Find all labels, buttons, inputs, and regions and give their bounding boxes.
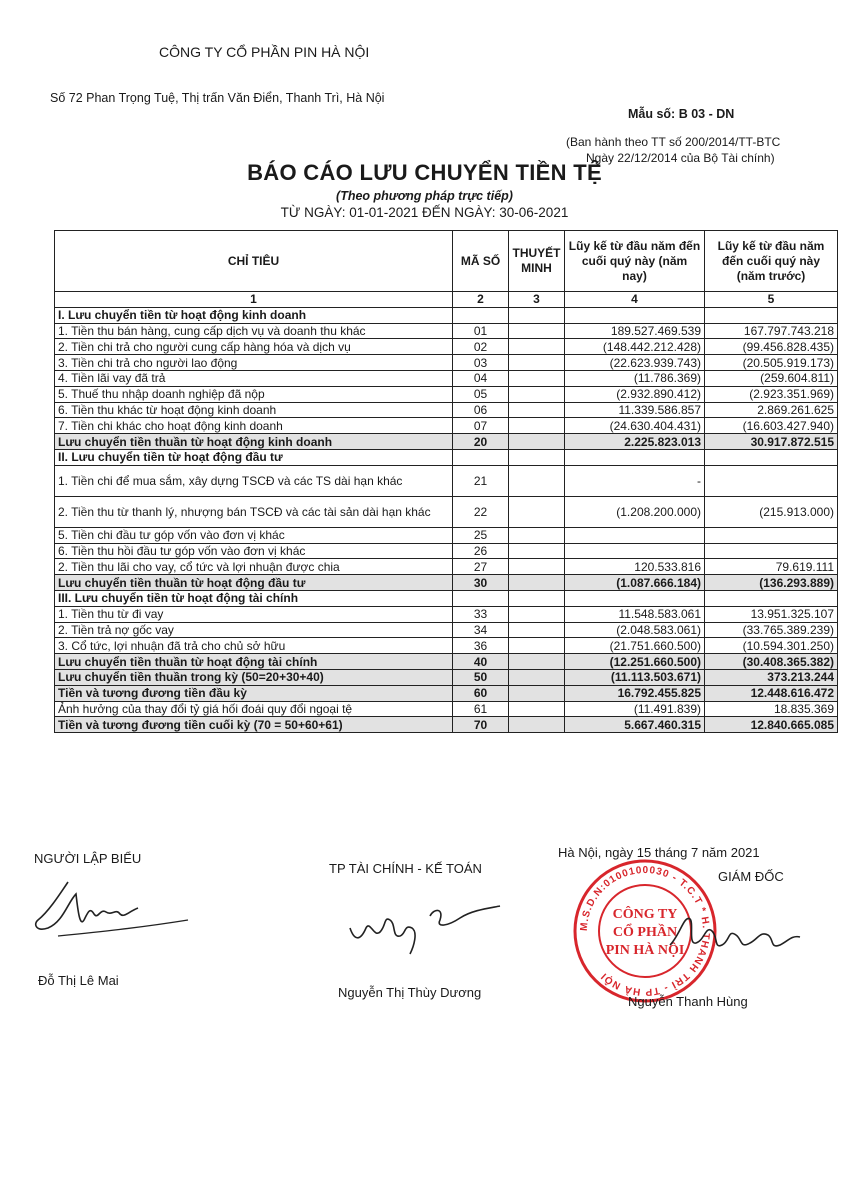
header-item: CHỈ TIÊU xyxy=(55,231,453,292)
row-note xyxy=(509,496,565,527)
row-previous xyxy=(705,527,838,543)
row-previous: 30.917.872.515 xyxy=(705,434,838,450)
row-note xyxy=(509,527,565,543)
index-cell: 1 xyxy=(55,292,453,308)
row-previous: (16.603.427.940) xyxy=(705,418,838,434)
row-previous: (33.765.389.239) xyxy=(705,622,838,638)
row-code: 33 xyxy=(453,606,509,622)
row-current: 5.667.460.315 xyxy=(565,717,705,733)
row-note xyxy=(509,386,565,402)
row-previous: 167.797.743.218 xyxy=(705,323,838,339)
table-row xyxy=(55,402,838,418)
row-current: (2.932.890.412) xyxy=(565,386,705,402)
row-current: 189.527.469.539 xyxy=(565,323,705,339)
row-note xyxy=(509,685,565,701)
table-row xyxy=(55,575,838,591)
row-note xyxy=(509,370,565,386)
issued-note-line1: (Ban hành theo TT số 200/2014/TT-BTC xyxy=(566,135,781,149)
row-item: 5. Tiền chi đầu tư góp vốn vào đơn vị khác xyxy=(55,527,453,543)
table-index-row xyxy=(55,292,838,308)
row-code xyxy=(453,590,509,606)
row-current xyxy=(565,449,705,465)
row-code: 05 xyxy=(453,386,509,402)
row-current xyxy=(565,527,705,543)
row-current: (11.491.839) xyxy=(565,701,705,717)
director-signature xyxy=(660,905,810,965)
table-row xyxy=(55,323,838,339)
row-previous: 13.951.325.107 xyxy=(705,606,838,622)
row-item: III. Lưu chuyển tiền từ hoạt động tài chính xyxy=(55,590,453,606)
table-row xyxy=(55,370,838,386)
index-cell: 2 xyxy=(453,292,509,308)
row-code: 21 xyxy=(453,465,509,496)
row-code: 03 xyxy=(453,355,509,371)
row-current: 11.339.586.857 xyxy=(565,402,705,418)
director-name: Nguyễn Thanh Hùng xyxy=(628,994,748,1009)
company-name: CÔNG TY CỔ PHẦN PIN HÀ NỘI xyxy=(159,44,370,60)
row-previous: 373.213.244 xyxy=(705,669,838,685)
row-item: 3. Tiền chi trả cho người lao động xyxy=(55,355,453,371)
header-previous: Lũy kế từ đầu năm đến cuối quý này (năm trước) xyxy=(705,231,838,292)
row-current: - xyxy=(565,465,705,496)
row-code: 06 xyxy=(453,402,509,418)
row-code: 02 xyxy=(453,339,509,355)
row-item: 1. Tiền thu bán hàng, cung cấp dịch vụ và doanh thu khác xyxy=(55,323,453,339)
table-row xyxy=(55,355,838,371)
row-code: 27 xyxy=(453,559,509,575)
header-code: MÃ SỐ xyxy=(453,231,509,292)
index-cell: 5 xyxy=(705,292,838,308)
row-code: 22 xyxy=(453,496,509,527)
row-item: 2. Tiền chi trả cho người cung cấp hàng hóa và dịch vụ xyxy=(55,339,453,355)
row-note xyxy=(509,559,565,575)
row-item: 2. Tiền thu từ thanh lý, nhượng bán TSCĐ và các tài sản dài hạn khác xyxy=(55,496,453,527)
row-item: Lưu chuyển tiền thuần từ hoạt động đầu tư xyxy=(55,575,453,591)
table-row xyxy=(55,638,838,654)
row-previous xyxy=(705,543,838,559)
row-item: Lưu chuyển tiền thuần từ hoạt động kinh doanh xyxy=(55,434,453,450)
row-item: 6. Tiền thu hồi đầu tư góp vốn vào đơn vị khác xyxy=(55,543,453,559)
form-code: Mẫu số: B 03 - DN xyxy=(628,107,735,121)
preparer-signature xyxy=(28,872,208,952)
row-code: 07 xyxy=(453,418,509,434)
row-note xyxy=(509,622,565,638)
header-current: Lũy kế từ đầu năm đến cuối quý này (năm nay) xyxy=(565,231,705,292)
row-item: 2. Tiền trả nợ gốc vay xyxy=(55,622,453,638)
row-previous: 79.619.111 xyxy=(705,559,838,575)
row-note xyxy=(509,434,565,450)
table-row xyxy=(55,590,838,606)
row-item: 5. Thuế thu nhập doanh nghiệp đã nộp xyxy=(55,386,453,402)
row-current: (21.751.660.500) xyxy=(565,638,705,654)
table-row xyxy=(55,434,838,450)
row-previous xyxy=(705,590,838,606)
row-current xyxy=(565,307,705,323)
row-previous: 2.869.261.625 xyxy=(705,402,838,418)
row-item: Lưu chuyển tiền thuần từ hoạt động tài chính xyxy=(55,654,453,670)
row-current: (11.786.369) xyxy=(565,370,705,386)
row-previous: (20.505.919.173) xyxy=(705,355,838,371)
row-previous xyxy=(705,307,838,323)
header-note: THUYẾT MINH xyxy=(509,231,565,292)
row-code: 61 xyxy=(453,701,509,717)
row-note xyxy=(509,590,565,606)
table-row xyxy=(55,669,838,685)
row-note xyxy=(509,654,565,670)
accountant-signature xyxy=(340,898,510,958)
row-previous: 18.835.369 xyxy=(705,701,838,717)
row-current: (22.623.939.743) xyxy=(565,355,705,371)
row-item: 7. Tiền chi khác cho hoạt động kinh doanh xyxy=(55,418,453,434)
issued-note-line2: Ngày 22/12/2014 của Bộ Tài chính) xyxy=(586,151,775,165)
stamp-line2: CỔ PHẦN xyxy=(612,925,678,940)
row-code: 20 xyxy=(453,434,509,450)
table-row xyxy=(55,685,838,701)
report-period: TỪ NGÀY: 01-01-2021 ĐẾN NGÀY: 30-06-2021 xyxy=(280,205,569,220)
row-note xyxy=(509,339,565,355)
table-row xyxy=(55,449,838,465)
row-item: 1. Tiền thu từ đi vay xyxy=(55,606,453,622)
table-row xyxy=(55,717,838,733)
row-previous: 12.840.665.085 xyxy=(705,717,838,733)
row-current: (24.630.404.431) xyxy=(565,418,705,434)
row-note xyxy=(509,543,565,559)
stamp-line3: PIN HÀ NỘI xyxy=(605,943,685,958)
row-current: 2.225.823.013 xyxy=(565,434,705,450)
table-row xyxy=(55,465,838,496)
row-current xyxy=(565,543,705,559)
table-row xyxy=(55,701,838,717)
row-current: 120.533.816 xyxy=(565,559,705,575)
row-item: 2. Tiền thu lãi cho vay, cổ tức và lợi nhuận được chia xyxy=(55,559,453,575)
row-code: 04 xyxy=(453,370,509,386)
index-cell: 4 xyxy=(565,292,705,308)
row-note xyxy=(509,355,565,371)
row-current xyxy=(565,590,705,606)
row-previous: (30.408.365.382) xyxy=(705,654,838,670)
row-item: 1. Tiền chi để mua sắm, xây dựng TSCĐ và các TS dài hạn khác xyxy=(55,465,453,496)
preparer-name: Đỗ Thị Lê Mai xyxy=(38,973,119,988)
table-row xyxy=(55,606,838,622)
row-item: II. Lưu chuyển tiền từ hoạt động đầu tư xyxy=(55,449,453,465)
row-note xyxy=(509,606,565,622)
table-row xyxy=(55,496,838,527)
row-note xyxy=(509,638,565,654)
row-code: 40 xyxy=(453,654,509,670)
row-note xyxy=(509,402,565,418)
director-title: GIÁM ĐỐC xyxy=(718,869,784,884)
row-item: I. Lưu chuyển tiền từ hoạt động kinh doanh xyxy=(55,307,453,323)
stamp-ring-text: M.S.D.N:0100100030 - T.C.T * H. THANH TRÌ - TP HÀ NỘI xyxy=(578,864,712,998)
row-previous: (2.923.351.969) xyxy=(705,386,838,402)
row-code: 70 xyxy=(453,717,509,733)
row-previous xyxy=(705,449,838,465)
row-previous: (136.293.889) xyxy=(705,575,838,591)
row-note xyxy=(509,449,565,465)
row-current: (12.251.660.500) xyxy=(565,654,705,670)
row-current: (1.208.200.000) xyxy=(565,496,705,527)
table-header-row xyxy=(55,231,838,292)
table-row xyxy=(55,527,838,543)
row-code: 30 xyxy=(453,575,509,591)
cash-flow-table xyxy=(54,230,838,733)
row-current: 16.792.455.825 xyxy=(565,685,705,701)
row-previous: (99.456.828.435) xyxy=(705,339,838,355)
row-note xyxy=(509,575,565,591)
row-item: Lưu chuyển tiền thuần trong kỳ (50=20+30+40) xyxy=(55,669,453,685)
table-row xyxy=(55,339,838,355)
accountant-title: TP TÀI CHÍNH - KẾ TOÁN xyxy=(329,861,482,876)
row-current: (148.442.212.428) xyxy=(565,339,705,355)
row-item: Tiền và tương đương tiền đầu kỳ xyxy=(55,685,453,701)
row-code: 01 xyxy=(453,323,509,339)
stamp-line1: CÔNG TY xyxy=(612,907,678,922)
table-row xyxy=(55,559,838,575)
row-previous xyxy=(705,465,838,496)
row-item: 6. Tiền thu khác từ hoạt động kinh doanh xyxy=(55,402,453,418)
row-previous: 12.448.616.472 xyxy=(705,685,838,701)
row-note xyxy=(509,465,565,496)
row-code: 25 xyxy=(453,527,509,543)
accountant-name: Nguyễn Thị Thùy Dương xyxy=(338,985,482,1000)
report-title: BÁO CÁO LƯU CHUYỂN TIỀN TỆ xyxy=(247,160,602,185)
row-code: 50 xyxy=(453,669,509,685)
row-code xyxy=(453,449,509,465)
row-item: 3. Cổ tức, lợi nhuận đã trả cho chủ sở hữu xyxy=(55,638,453,654)
row-code xyxy=(453,307,509,323)
row-current: (11.113.503.671) xyxy=(565,669,705,685)
row-note xyxy=(509,418,565,434)
table-row xyxy=(55,654,838,670)
table-row xyxy=(55,543,838,559)
row-note xyxy=(509,323,565,339)
table-row xyxy=(55,307,838,323)
row-previous: (215.913.000) xyxy=(705,496,838,527)
place-date: Hà Nội, ngày 15 tháng 7 năm 2021 xyxy=(558,845,760,860)
row-current: (2.048.583.061) xyxy=(565,622,705,638)
table-row xyxy=(55,418,838,434)
row-item: 4. Tiền lãi vay đã trả xyxy=(55,370,453,386)
row-item: Ảnh hưởng của thay đổi tỷ giá hối đoái quy đổi ngoại tệ xyxy=(55,701,453,717)
row-note xyxy=(509,669,565,685)
row-previous: (259.604.811) xyxy=(705,370,838,386)
index-cell: 3 xyxy=(509,292,565,308)
preparer-title: NGƯỜI LẬP BIỂU xyxy=(34,851,142,866)
row-code: 34 xyxy=(453,622,509,638)
row-note xyxy=(509,307,565,323)
row-note xyxy=(509,717,565,733)
row-previous: (10.594.301.250) xyxy=(705,638,838,654)
row-code: 26 xyxy=(453,543,509,559)
row-current: (1.087.666.184) xyxy=(565,575,705,591)
row-current: 11.548.583.061 xyxy=(565,606,705,622)
row-code: 36 xyxy=(453,638,509,654)
row-note xyxy=(509,701,565,717)
row-item: Tiền và tương đương tiền cuối kỳ (70 = 50+60+61) xyxy=(55,717,453,733)
company-address: Số 72 Phan Trọng Tuệ, Thị trấn Văn Điển, Thanh Trì, Hà Nội xyxy=(50,91,385,105)
table-row xyxy=(55,622,838,638)
table-row xyxy=(55,386,838,402)
row-code: 60 xyxy=(453,685,509,701)
report-method: (Theo phương pháp trực tiếp) xyxy=(336,189,513,203)
